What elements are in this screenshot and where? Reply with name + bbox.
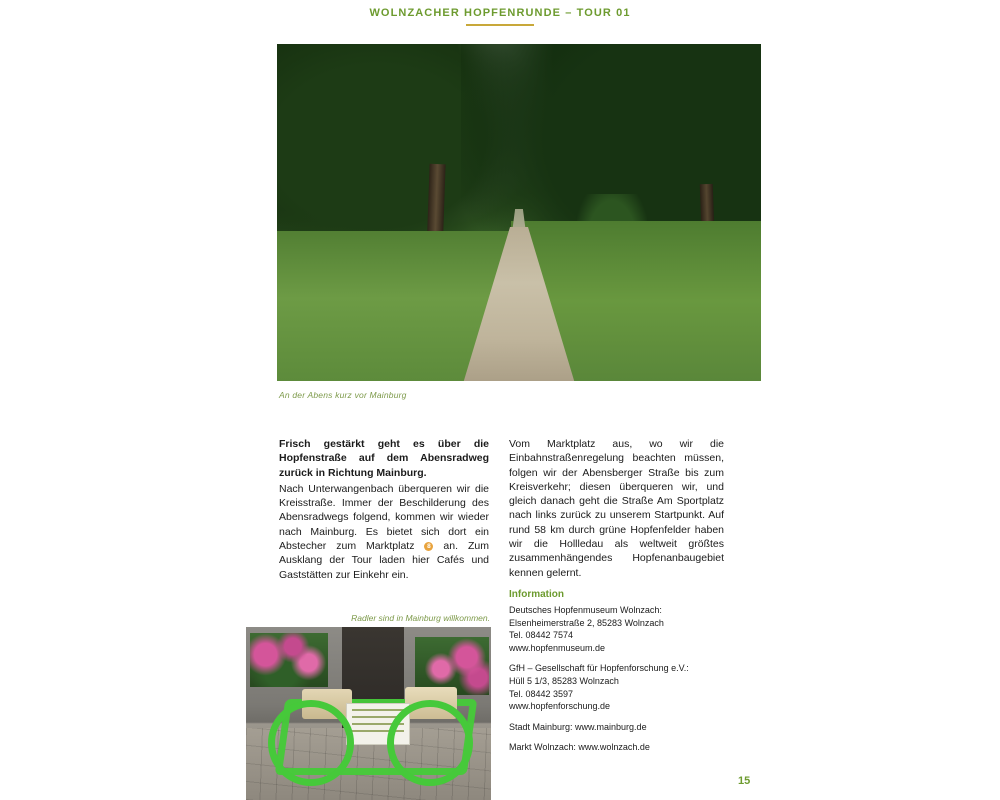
information-heading: Information [509, 589, 564, 600]
right-paragraph: Vom Marktplatz aus, wo wir die Einbahnstraßenregelung beachten müssen, folgen wir der Abensberger Straße bis zum Kreisverkehr; diesen überqueren wir, und gleich danach geht die Straße Am Sportplatz nach links zurück zu unserem Startpunkt. Auf rund 58 km durch grüne Hopfenfelder haben wir die Hollledau als weltweit größtes zusammenhängendes Hopfenanbaugebiet kennen gelernt. [509, 438, 724, 579]
body-text-column-right [509, 437, 724, 580]
information-line: GfH – Gesellschaft für Hopfenforschung e.V.: [509, 663, 689, 674]
header-divider-rule [466, 24, 534, 26]
information-link[interactable]: Markt Wolnzach: www.wolnzach.de [509, 742, 650, 753]
information-entry [509, 604, 734, 654]
information-line: Tel. 08442 7574 [509, 630, 574, 641]
information-line: Elsenheimerstraße 2, 85283 Wolnzach [509, 617, 664, 628]
information-line: Tel. 08442 3597 [509, 688, 574, 699]
hero-photo-caption: An der Abens kurz vor Mainburg [279, 390, 407, 400]
bike-photo-caption: Radler sind in Mainburg willkommen. [351, 613, 490, 623]
left-paragraph-part-a: Nach Unterwangenbach überqueren wir die Kreisstraße. Immer der Beschilderung des Abensradwegs folgend, kommen wir wieder nach Mainburg. Es bietet sich dort ein Abstecher zum Marktplatz [279, 482, 489, 553]
map-marker-badge: 8 [424, 542, 433, 551]
hero-photo-tree-lined-path [277, 44, 761, 381]
lead-paragraph: Frisch gestärkt geht es über die Hopfenstraße auf dem Abensradweg zurück in Richtung Mainburg. [279, 438, 489, 479]
left-paragraph [279, 482, 489, 582]
page-number: 15 [738, 775, 751, 787]
left-paragraph-part-b: an. Zum Ausklang der Tour laden hier Cafés und Gaststätten zur Einkehr ein. [279, 540, 489, 581]
information-link[interactable]: www.hopfenforschung.de [509, 701, 611, 712]
bike-photo-wheel-rear [387, 700, 473, 786]
information-block [509, 589, 734, 762]
information-link[interactable]: www.hopfenmuseum.de [509, 642, 606, 653]
information-line: Hüll 5 1/3, 85283 Wolnzach [509, 675, 619, 686]
page-title: WOLNZACHER HOPFENRUNDE – TOUR 01 [369, 7, 631, 19]
body-text-column-left [279, 437, 489, 582]
information-line: Deutsches Hopfenmuseum Wolnzach: [509, 605, 662, 615]
page-header [0, 0, 1000, 26]
bike-photo-green-bicycle [246, 627, 491, 800]
information-link[interactable]: Stadt Mainburg: www.mainburg.de [509, 721, 647, 732]
bike-photo-flowers-left [250, 633, 328, 687]
bike-photo-wheel-front [268, 700, 354, 786]
information-entry [509, 662, 734, 712]
